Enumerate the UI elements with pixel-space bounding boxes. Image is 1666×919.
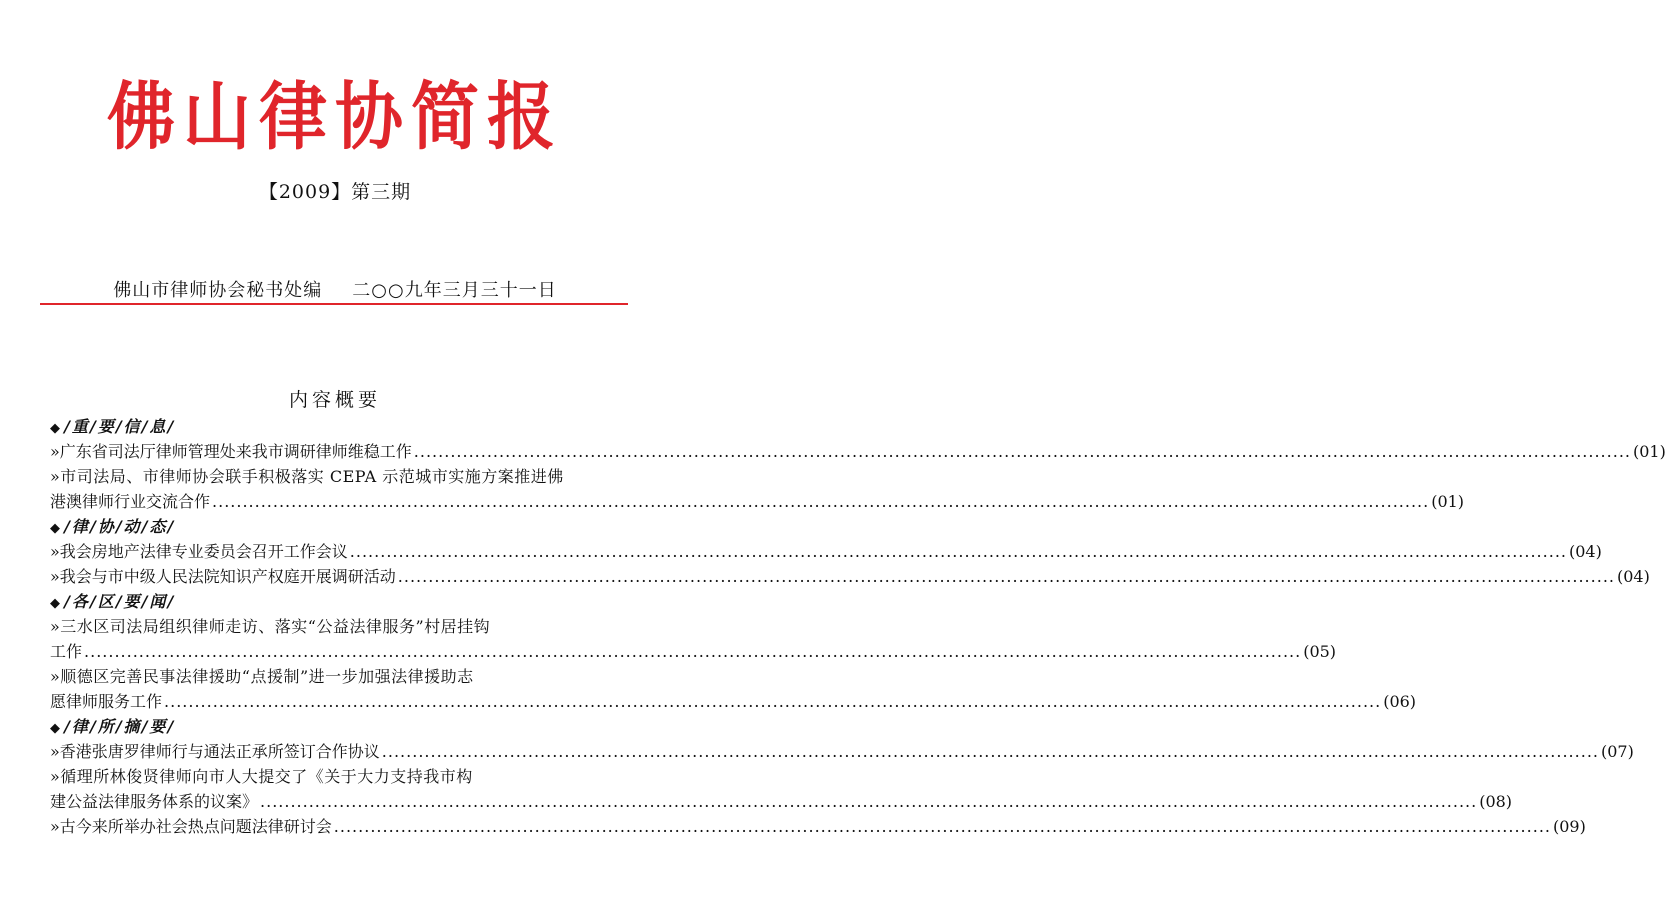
toc-page-number: (07) (1600, 742, 1634, 761)
dot-leader: ........................................................................................................................................................................................................ (397, 567, 1615, 586)
toc-page-number: (05) (1303, 642, 1337, 661)
dot-leader: ........................................................................................................................................................................................................ (413, 442, 1631, 461)
dot-leader: ........................................................................................................................................................................................................ (260, 792, 1478, 811)
toc-entry[interactable] (50, 814, 1586, 839)
diamond-bullet-icon: ◆ (50, 421, 62, 436)
toc-entry[interactable] (50, 464, 1465, 514)
toc-entry-text: »广东省司法厅律师管理处来我市调研律师维稳工作 (50, 442, 412, 461)
dot-leader: ........................................................................................................................................................................................................ (333, 817, 1551, 836)
dot-leader: ........................................................................................................................................................................................................ (164, 692, 1382, 711)
dot-leader: ........................................................................................................................................................................................................ (381, 742, 1599, 761)
diamond-bullet-icon: ◆ (50, 721, 62, 736)
toc-entry[interactable] (50, 764, 1513, 814)
toc-entry-text: 港澳律师行业交流合作 (50, 492, 211, 511)
toc-entry[interactable] (50, 614, 1337, 664)
toc-entry[interactable] (50, 539, 1602, 564)
section-heading-text: /各/区/要/闻/ (64, 592, 176, 611)
toc-entry-text: »古今来所举办社会热点问题法律研讨会 (50, 817, 332, 836)
toc-section-heading (50, 514, 628, 539)
table-of-contents (50, 414, 1666, 839)
section-heading-text: /律/所/摘/要/ (64, 717, 176, 736)
toc-entry-text: »循理所林俊贤律师向市人大提交了《关于大力支持我市构 (50, 767, 473, 786)
toc-section-heading (50, 414, 628, 439)
toc-entry-text: »顺德区完善民事法律援助“点援制”进一步加强法律援助志 (50, 667, 474, 686)
toc-entry-text: »市司法局、市律师协会联手积极落实 CEPA 示范城市实施方案推进佛 (50, 467, 564, 486)
toc-entry-text: 建公益法律服务体系的议案》 (50, 792, 259, 811)
issue-date: 二○○九年三月三十一日 (352, 280, 557, 301)
edition-line (0, 276, 670, 302)
toc-page-number: (04) (1568, 542, 1602, 561)
dot-leader: ........................................................................................................................................................................................................ (212, 492, 1430, 511)
toc-section-heading (50, 589, 628, 614)
toc-entry-text: »三水区司法局组织律师走访、落实“公益法律服务”村居挂钩 (50, 617, 491, 636)
toc-page-number: (09) (1552, 817, 1586, 836)
dot-leader: ........................................................................................................................................................................................................ (84, 642, 1302, 661)
toc-entry[interactable] (50, 664, 1417, 714)
toc-entry-text: »我会与市中级人民法院知识产权庭开展调研活动 (50, 567, 396, 586)
toc-page-number: (04) (1616, 567, 1650, 586)
issue-number: 【2009】第三期 (258, 181, 412, 203)
section-heading-text: /重/要/信/息/ (64, 417, 176, 436)
toc-title: 内容概要 (288, 389, 381, 411)
dot-leader: ........................................................................................................................................................................................................ (349, 542, 1567, 561)
toc-page-number: (06) (1383, 692, 1417, 711)
toc-entry[interactable] (50, 564, 1650, 589)
toc-entry-text: »香港张唐罗律师行与通法正承所签订合作协议 (50, 742, 380, 761)
red-divider (40, 303, 628, 305)
diamond-bullet-icon: ◆ (50, 521, 62, 536)
diamond-bullet-icon: ◆ (50, 596, 62, 611)
section-heading-text: /律/协/动/态/ (64, 517, 176, 536)
editor: 佛山市律师协会秘书处编 (113, 280, 323, 301)
toc-page-number: (01) (1431, 492, 1465, 511)
toc-page-number: (01) (1632, 442, 1666, 461)
masthead-title: 佛山律协简报 (106, 74, 563, 161)
toc-entry[interactable] (50, 439, 1666, 464)
toc-section-heading (50, 714, 628, 739)
toc-entry-text: 愿律师服务工作 (50, 692, 163, 711)
toc-entry-text: 工作 (50, 642, 83, 661)
toc-entry[interactable] (50, 739, 1634, 764)
toc-page-number: (08) (1479, 792, 1513, 811)
toc-entry-text: »我会房地产法律专业委员会召开工作会议 (50, 542, 348, 561)
